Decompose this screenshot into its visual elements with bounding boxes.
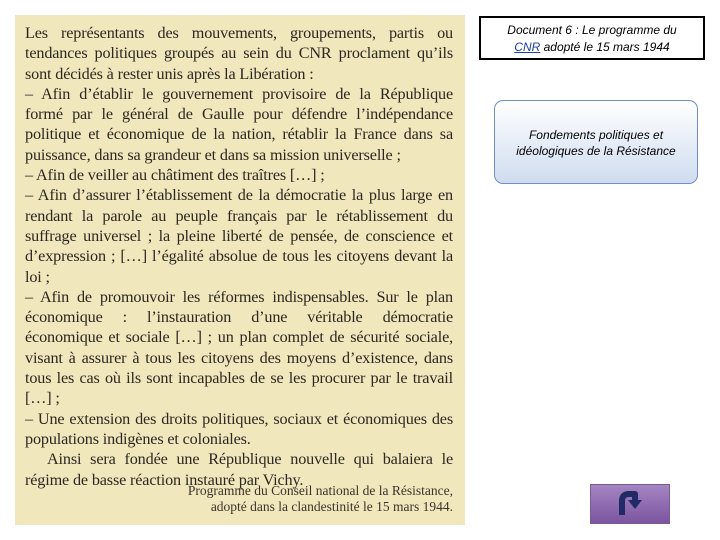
document-title-date: adopté le 15 mars 1944 bbox=[540, 40, 670, 54]
scan-paragraph: Ainsi sera fondée une République nouvelle qui balaiera le régime de basse réaction instauré par Vichy. bbox=[25, 450, 453, 489]
scan-paragraph: – Afin d’établir le gouvernement provisoire de la République formé par le général de Gaulle pour défendre l’indépendance politique et économique de la nation, rétablir la France dans sa puissance, dans sa grandeur et dans sa mission universelle ; bbox=[25, 84, 453, 164]
back-button[interactable] bbox=[590, 484, 670, 524]
cnr-link[interactable]: CNR bbox=[514, 40, 541, 54]
document-title-box bbox=[479, 16, 705, 60]
scan-paragraph: – Afin d’assurer l’établissement de la démocratie la plus large en rendant la parole au peuple français par le rétablissement du suffrage universel ; la pleine liberté de pensée, de conscience et d’expression ; […] l’égalité absolue de tous les citoyens devant la loi ; bbox=[25, 186, 453, 286]
document-title-line1: Document 6 : Le programme du bbox=[507, 23, 677, 37]
scan-paragraph: Les représentants des mouvements, groupements, partis ou tendances politiques groupés au sein du CNR proclament qu’ils sont décidés à rester unis après la Libération : bbox=[25, 24, 453, 83]
u-turn-back-icon bbox=[615, 488, 645, 521]
topic-button-label: Fondements politiques et idéologiques de la Résistance bbox=[516, 128, 676, 158]
caption-line: adopté dans la clandestinité le 15 mars 1944. bbox=[210, 498, 453, 514]
scan-paragraph: – Afin de veiller au châtiment des traîtres […] ; bbox=[25, 166, 325, 185]
document-scan bbox=[15, 15, 465, 525]
scan-caption bbox=[188, 483, 453, 514]
document-title-line2 bbox=[481, 39, 703, 56]
caption-line: Programme du Conseil national de la Résistance, bbox=[187, 483, 453, 498]
scan-paragraph: – Afin de promouvoir les réformes indispensables. Sur le plan économique : l’instauration d’une véritable démocratie économique et sociale […] ; un plan complet de sécurité sociale, visant à assurer à tous les citoyens des moyens d’existence, dans tous les cas où ils sont incapables de se les procurer par le travail […] ; bbox=[25, 287, 453, 408]
scan-paragraph: – Une extension des droits politiques, sociaux et économiques des populations indigènes et coloniales. bbox=[25, 409, 453, 448]
topic-button[interactable] bbox=[494, 100, 698, 184]
